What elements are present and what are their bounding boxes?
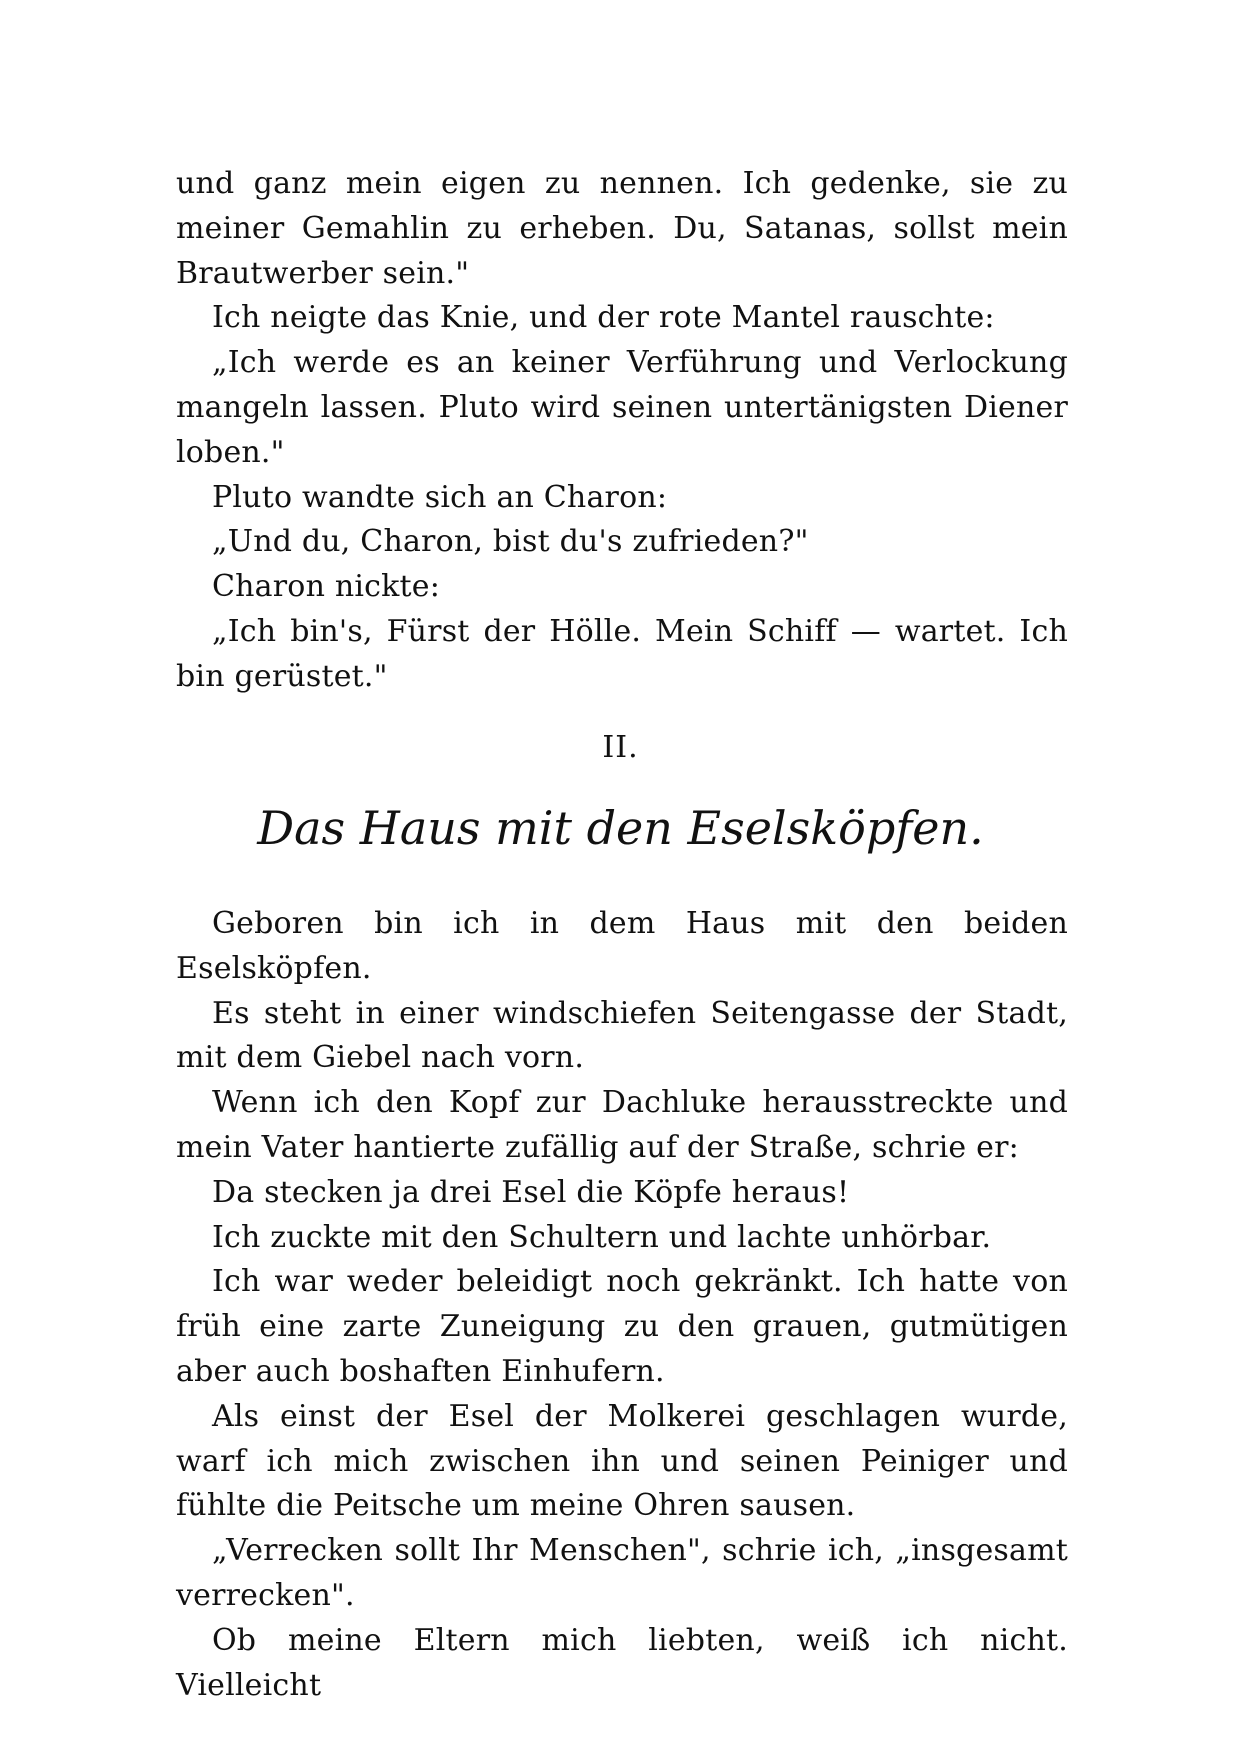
text-block-top bbox=[176, 162, 1068, 700]
paragraph: Ob meine Eltern mich liebten, weiß ich nicht. Vielleicht bbox=[176, 1622, 1068, 1703]
paragraph: Es steht in einer windschiefen Seitengasse der Stadt, mit dem Giebel nach vorn. bbox=[176, 995, 1068, 1076]
paragraph: „Ich werde es an keiner Verführung und Verlockung mangeln lassen. Pluto wird seinen untertänigsten Diener loben." bbox=[176, 345, 1068, 470]
paragraph: Geboren bin ich in dem Haus mit den beiden Eselsköpfen. bbox=[176, 906, 1068, 986]
paragraph: Da stecken ja drei Esel die Köpfe heraus! bbox=[212, 1174, 850, 1210]
paragraph: Charon nickte: bbox=[212, 569, 441, 605]
paragraph: Pluto wandte sich an Charon: bbox=[212, 479, 668, 515]
paragraph: und ganz mein eigen zu nennen. Ich gedenke, sie zu meiner Gemahlin zu erheben. Du, Satanas, sollst mein Brautwerber sein." bbox=[176, 166, 1068, 291]
paragraph: Wenn ich den Kopf zur Dachluke herausstreckte und mein Vater hantierte zufällig auf der Straße, schrie er: bbox=[176, 1085, 1068, 1165]
paragraph: Ich neigte das Knie, und der rote Mantel rauschte: bbox=[212, 300, 995, 336]
chapter-title: Das Haus mit den Eselsköpfen. bbox=[257, 801, 984, 855]
text-block-bottom bbox=[176, 902, 1068, 1708]
paragraph: „Und du, Charon, bist du's zufrieden?" bbox=[212, 524, 809, 560]
paragraph: „Ich bin's, Fürst der Hölle. Mein Schiff — wartet. Ich bin gerüstet." bbox=[176, 613, 1068, 694]
paragraph: Ich zuckte mit den Schultern und lachte unhörbar. bbox=[212, 1219, 992, 1255]
paragraph: Als einst der Esel der Molkerei geschlagen wurde, warf ich mich zwischen ihn und seinen Peiniger und fühlte die Peitsche um meine Ohren sausen. bbox=[176, 1398, 1068, 1524]
paragraph: Ich war weder beleidigt noch gekränkt. Ich hatte von früh eine zarte Zuneigung zu den grauen, gutmütigen aber auch boshaften Einhufern. bbox=[176, 1264, 1068, 1389]
paragraph: „Verrecken sollt Ihr Menschen", schrie ich, „insgesamt verrecken". bbox=[176, 1533, 1068, 1613]
chapter-number: II. bbox=[602, 730, 639, 765]
